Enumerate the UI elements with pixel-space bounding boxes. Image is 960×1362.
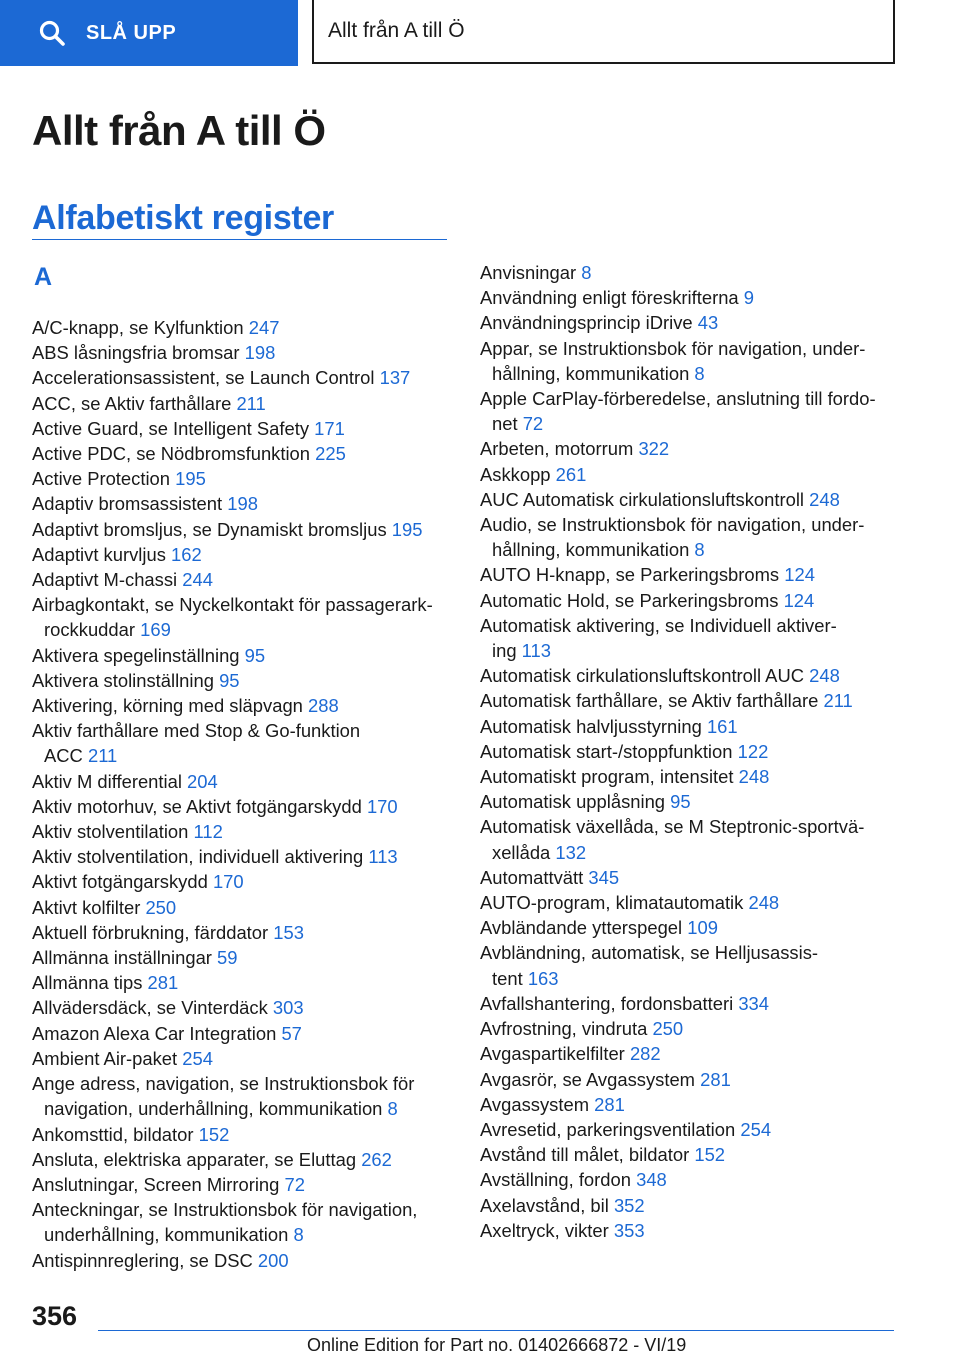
index-entry <box>32 542 457 567</box>
index-entry-continuation: hållning, kommunikation <box>492 362 690 384</box>
index-column-right <box>480 260 900 1243</box>
index-entry <box>32 592 457 642</box>
footer-divider <box>98 1330 894 1331</box>
index-entry-text: Aktuell förbrukning, färddator <box>32 921 269 943</box>
index-entry-page-link[interactable]: 322 <box>638 438 670 460</box>
index-entry-text: Apple CarPlay-förberedelse, anslutning till fordo‐ <box>480 388 876 410</box>
index-entry-text: Antispinnreglering, se DSC <box>32 1249 253 1271</box>
index-entry <box>480 462 900 487</box>
index-entry <box>32 1021 457 1046</box>
index-entry <box>32 365 457 390</box>
index-entry <box>32 1147 457 1172</box>
index-entry-text: Ankomsttid, bildator <box>32 1123 194 1145</box>
index-entry <box>480 865 900 890</box>
index-entry-page-link[interactable]: 122 <box>737 740 769 762</box>
index-entry-page-link[interactable]: 152 <box>694 1144 726 1166</box>
index-entry-page-link[interactable]: 247 <box>248 317 280 338</box>
index-entry-continuation: underhållning, kommunikation <box>44 1224 289 1246</box>
index-entry-page-link[interactable]: 112 <box>193 821 223 843</box>
index-entry-text: Automatisk start-/stoppfunktion <box>480 740 733 762</box>
index-entry <box>480 1167 900 1192</box>
index-entry-page-link[interactable]: 248 <box>748 892 780 914</box>
index-entry-continuation: ACC <box>44 745 83 767</box>
index-entry-page-link[interactable]: 353 <box>613 1219 645 1241</box>
index-entry-page-link[interactable]: 200 <box>257 1249 289 1271</box>
index-entry <box>32 491 457 516</box>
index-entry <box>32 416 457 441</box>
index-entry-text: Aktivt fotgängarskydd <box>32 871 208 893</box>
index-entry <box>32 668 457 693</box>
index-entry-page-link[interactable]: 345 <box>588 866 620 888</box>
index-entry-page-link[interactable]: 281 <box>700 1068 731 1090</box>
index-entry-text: Avfallshantering, fordonsbatteri <box>480 992 734 1014</box>
index-entry-text: A/C-knapp, se Kylfunktion <box>32 317 244 338</box>
index-entry <box>480 512 900 562</box>
index-entry <box>480 336 900 386</box>
index-entry-continuation: ing <box>492 640 517 662</box>
index-entry <box>480 940 900 990</box>
index-entry-text: Avstånd till målet, bildator <box>480 1144 690 1166</box>
index-entry <box>480 310 900 335</box>
index-entry-page-link[interactable]: 113 <box>521 640 551 662</box>
index-entry-page-link[interactable]: 334 <box>738 992 770 1014</box>
index-entry <box>480 739 900 764</box>
index-entry-page-link[interactable]: 9 <box>743 287 755 309</box>
index-entry <box>480 1067 900 1092</box>
index-entry <box>480 285 900 310</box>
index-entry <box>480 1193 900 1218</box>
index-entry-page-link[interactable]: 303 <box>272 997 304 1019</box>
index-entry-text: Aktiv M differential <box>32 770 182 792</box>
index-entry-page-link[interactable]: 262 <box>361 1148 392 1170</box>
index-entry <box>32 895 457 920</box>
index-entry-page-link[interactable]: 261 <box>555 463 587 485</box>
index-entry-text: Anvisningar <box>480 262 577 283</box>
index-entry-text: Arbeten, motorrum <box>480 438 634 460</box>
index-entry-page-link[interactable]: 8 <box>581 262 592 283</box>
index-entry-text: Automatisk halvljusstyrning <box>480 715 702 737</box>
index-entry-text: Avfrostning, vindruta <box>480 1018 648 1040</box>
index-entry-continuation: rockkuddar <box>44 619 135 641</box>
index-entry-text: Allvädersdäck, se Vinterdäck <box>32 997 268 1019</box>
index-entry-text: Aktiv motorhuv, se Aktivt fotgängarskydd <box>32 795 362 817</box>
index-entry-page-link[interactable]: 171 <box>314 417 345 439</box>
index-entry-page-link[interactable]: 169 <box>140 619 171 641</box>
index-entry-page-link[interactable]: 248 <box>809 665 840 687</box>
index-entry-text: Ansluta, elektriska apparater, se Eluttag <box>32 1148 357 1170</box>
index-entry <box>32 1046 457 1071</box>
index-entry-page-link[interactable]: 72 <box>522 413 544 435</box>
index-entry <box>32 1122 457 1147</box>
index-column-left <box>32 315 457 1273</box>
index-entry-text: Aktivt kolfilter <box>32 896 141 918</box>
index-entry-text: Aktivera spegelinställning <box>32 644 240 666</box>
index-entry-page-link[interactable]: 170 <box>366 795 398 817</box>
index-entry-page-link[interactable]: 152 <box>198 1123 230 1145</box>
index-entry-text: Avgassystem <box>480 1093 590 1115</box>
index-entry-text: Automatisk växellåda, se M Steptronic-sportvä‐ <box>480 816 865 838</box>
index-entry-page-link[interactable]: 95 <box>670 791 691 813</box>
index-entry <box>480 814 900 864</box>
index-entry-page-link[interactable]: 281 <box>594 1093 625 1115</box>
index-entry <box>480 386 900 436</box>
index-entry-text: Automatiskt program, intensitet <box>480 766 734 788</box>
index-entry-page-link[interactable]: 211 <box>236 392 266 414</box>
index-entry-page-link[interactable]: 244 <box>182 569 213 591</box>
index-entry-page-link[interactable]: 198 <box>244 342 276 364</box>
index-entry-text: Avgaspartikelfilter <box>480 1043 625 1065</box>
index-entry-text: Askkopp <box>480 463 551 485</box>
index-entry-text: Ambient Air-paket <box>32 1047 178 1069</box>
index-entry-text: Aktiv stolventilation, individuell aktivering <box>32 846 364 868</box>
index-entry <box>32 995 457 1020</box>
index-entry <box>480 1218 900 1243</box>
index-entry <box>480 588 900 613</box>
index-entry <box>32 970 457 995</box>
index-entry-page-link[interactable]: 95 <box>244 644 266 666</box>
index-entry-page-link[interactable]: 195 <box>175 468 206 490</box>
index-entry-text: Avställning, fordon <box>480 1169 631 1191</box>
index-entry-page-link[interactable]: 248 <box>738 766 770 788</box>
top-bar <box>0 0 960 66</box>
index-entry <box>480 436 900 461</box>
index-entry-text: Användningsprincip iDrive <box>480 312 693 334</box>
index-entry-text: Användning enligt föreskrifterna <box>480 287 739 309</box>
index-entry <box>32 1172 457 1197</box>
index-entry <box>32 315 457 340</box>
index-entry <box>32 844 457 869</box>
index-entry <box>480 260 900 285</box>
index-entry <box>32 945 457 970</box>
index-entry-page-link[interactable]: 72 <box>284 1173 305 1195</box>
index-letter-heading: A <box>34 263 53 291</box>
index-entry <box>480 764 900 789</box>
index-entry-text: ABS låsningsfria bromsar <box>32 342 240 364</box>
index-entry-text: Automattvätt <box>480 866 584 888</box>
index-entry <box>32 769 457 794</box>
index-entry-text: Appar, se Instruktionsbok för navigation, under‐ <box>480 337 866 359</box>
index-entry <box>32 819 457 844</box>
index-entry-text: Active Guard, se Intelligent Safety <box>32 417 310 439</box>
index-entry-text: ACC, se Aktiv farthållare <box>32 392 232 414</box>
index-entry <box>32 643 457 668</box>
index-entry-page-link[interactable]: 43 <box>697 312 719 334</box>
search-button-label: SLÅ UPP <box>86 21 177 44</box>
index-entry-text: Automatisk farthållare, se Aktiv farthållare <box>480 690 819 712</box>
index-entry-text: Avbländande ytterspegel <box>480 917 683 939</box>
index-entry-text: Accelerationsassistent, se Launch Control <box>32 367 375 389</box>
index-entry-page-link[interactable]: 109 <box>687 917 718 939</box>
index-entry-page-link[interactable]: 282 <box>629 1043 661 1065</box>
index-entry-text: Adaptiv bromsassistent <box>32 493 223 515</box>
index-entry-continuation: net <box>492 413 518 435</box>
index-entry-page-link[interactable]: 8 <box>694 539 705 561</box>
index-entry-page-link[interactable]: 8 <box>387 1098 398 1120</box>
index-entry <box>32 1197 457 1247</box>
index-entry <box>32 567 457 592</box>
index-entry-page-link[interactable]: 288 <box>308 695 339 717</box>
index-entry-page-link[interactable]: 161 <box>706 715 738 737</box>
index-entry-text: Aktiv farthållare med Stop & Go-funktion <box>32 720 361 742</box>
index-entry-text: Adaptivt M-chassi <box>32 569 178 591</box>
index-entry <box>32 718 457 768</box>
index-entry-text: Airbagkontakt, se Nyckelkontakt för passagerark‐ <box>32 594 433 616</box>
index-entry-page-link[interactable]: 211 <box>823 690 853 712</box>
index-entry-text: Automatic Hold, se Parkeringsbroms <box>480 589 779 611</box>
index-entry-continuation: hållning, kommunikation <box>492 539 690 561</box>
index-entry-page-link[interactable]: 132 <box>555 841 587 863</box>
index-entry-text: Avbländning, automatisk, se Helljusassis‐ <box>480 942 819 964</box>
section-divider <box>32 239 447 240</box>
index-entry-page-link[interactable]: 124 <box>783 589 815 611</box>
index-entry <box>32 441 457 466</box>
index-entry-page-link[interactable]: 170 <box>212 871 244 893</box>
index-entry-page-link[interactable]: 163 <box>527 967 559 989</box>
index-entry-text: Allmänna inställningar <box>32 947 212 969</box>
index-entry <box>32 920 457 945</box>
index-entry-page-link[interactable]: 348 <box>636 1169 667 1191</box>
index-entry-page-link[interactable]: 57 <box>281 1022 302 1044</box>
footer-edition-text: Online Edition for Part no. 01402666872 - VI/19 <box>307 1335 687 1355</box>
header-section-title: Allt från A till Ö <box>312 0 895 64</box>
index-entry <box>32 794 457 819</box>
index-entry <box>32 340 457 365</box>
index-entry-text: AUTO H-knapp, se Parkeringsbroms <box>480 564 780 586</box>
index-entry-text: Automatisk upplåsning <box>480 791 666 813</box>
index-entry <box>32 1248 457 1273</box>
index-entry-text: Adaptivt bromsljus, se Dynamiskt bromsljus <box>32 518 387 540</box>
index-entry <box>32 517 457 542</box>
index-entry-text: Aktivera stolinställning <box>32 669 214 691</box>
index-entry-page-link[interactable]: 8 <box>694 362 705 384</box>
index-entry-page-link[interactable]: 254 <box>182 1047 213 1069</box>
index-entry-page-link[interactable]: 352 <box>613 1194 645 1216</box>
index-entry-text: Aktiv stolventilation <box>32 821 189 843</box>
index-entry-page-link[interactable]: 211 <box>87 745 118 767</box>
index-entry <box>480 487 900 512</box>
index-entry-continuation: tent <box>492 967 523 989</box>
page-title: Allt från A till Ö <box>32 107 326 154</box>
index-entry <box>480 562 900 587</box>
index-entry-text: Avresetid, parkeringsventilation <box>480 1118 736 1140</box>
page-number: 356 <box>32 1301 78 1331</box>
index-entry-page-link[interactable]: 250 <box>145 896 177 918</box>
index-entry-text: Adaptivt kurvljus <box>32 543 166 565</box>
search-button[interactable] <box>0 0 298 66</box>
index-entry <box>480 613 900 663</box>
index-entry-page-link[interactable]: 248 <box>809 488 840 510</box>
index-entry-text: Aktivering, körning med släpvagn <box>32 695 303 717</box>
search-icon <box>38 19 66 47</box>
index-entry-page-link[interactable]: 153 <box>273 921 304 943</box>
index-entry <box>32 391 457 416</box>
index-entry-page-link[interactable]: 198 <box>227 493 258 515</box>
index-entry-text: Active PDC, se Nödbromsfunktion <box>32 443 311 465</box>
index-entry-text: AUTO-program, klimatautomatik <box>480 892 744 914</box>
index-entry-text: Active Protection <box>32 468 170 490</box>
section-title: Alfabetiskt register <box>32 199 334 237</box>
index-entry <box>480 1016 900 1041</box>
index-entry <box>480 688 900 713</box>
index-entry-page-link[interactable]: 95 <box>219 669 240 691</box>
index-entry-text: Allmänna tips <box>32 972 143 994</box>
index-entry-text: Anteckningar, se Instruktionsbok för navigation, <box>32 1199 418 1221</box>
index-entry-text: Anslutningar, Screen Mirroring <box>32 1173 280 1195</box>
index-entry-text: Amazon Alexa Car Integration <box>32 1022 277 1044</box>
index-entry <box>480 714 900 739</box>
index-entry-text: Axeltryck, vikter <box>480 1219 609 1241</box>
index-entry <box>32 869 457 894</box>
index-entry-page-link[interactable]: 281 <box>147 972 179 994</box>
index-entry-page-link[interactable]: 250 <box>652 1018 684 1040</box>
index-entry <box>480 1117 900 1142</box>
index-entry-text: AUC Automatisk cirkulationsluftskontroll <box>480 488 804 510</box>
index-entry-page-link[interactable]: 59 <box>217 947 238 969</box>
index-entry <box>480 991 900 1016</box>
index-entry <box>480 663 900 688</box>
index-entry-continuation: navigation, underhållning, kommunikation <box>44 1098 383 1120</box>
index-entry-text: Avgasrör, se Avgassystem <box>480 1068 696 1090</box>
index-entry-page-link[interactable]: 8 <box>293 1224 304 1246</box>
index-entry-page-link[interactable]: 195 <box>391 518 423 540</box>
index-entry-text: Axelavstånd, bil <box>480 1194 609 1216</box>
index-entry <box>32 466 457 491</box>
index-entry-page-link[interactable]: 204 <box>187 770 218 792</box>
index-entry <box>480 1092 900 1117</box>
index-entry <box>32 1071 457 1121</box>
index-entry <box>480 915 900 940</box>
index-entry-page-link[interactable]: 254 <box>740 1118 772 1140</box>
index-entry <box>32 693 457 718</box>
index-entry-page-link[interactable]: 162 <box>171 543 202 565</box>
index-entry <box>480 1041 900 1066</box>
index-entry-continuation: xellåda <box>492 841 551 863</box>
index-entry-page-link[interactable]: 137 <box>379 367 411 389</box>
index-entry <box>480 1142 900 1167</box>
index-entry-text: Audio, se Instruktionsbok för navigation, under‐ <box>480 514 865 536</box>
index-entry-text: Automatisk cirkulationsluftskontroll AUC <box>480 665 804 687</box>
index-entry <box>480 789 900 814</box>
index-entry-text: Automatisk aktivering, se Individuell aktiver‐ <box>480 614 837 636</box>
index-entry-page-link[interactable]: 225 <box>315 443 346 465</box>
index-entry <box>480 890 900 915</box>
index-entry-text: Ange adress, navigation, se Instruktionsbok för <box>32 1073 415 1095</box>
index-entry-page-link[interactable]: 113 <box>368 846 398 868</box>
index-entry-page-link[interactable]: 124 <box>784 564 815 586</box>
